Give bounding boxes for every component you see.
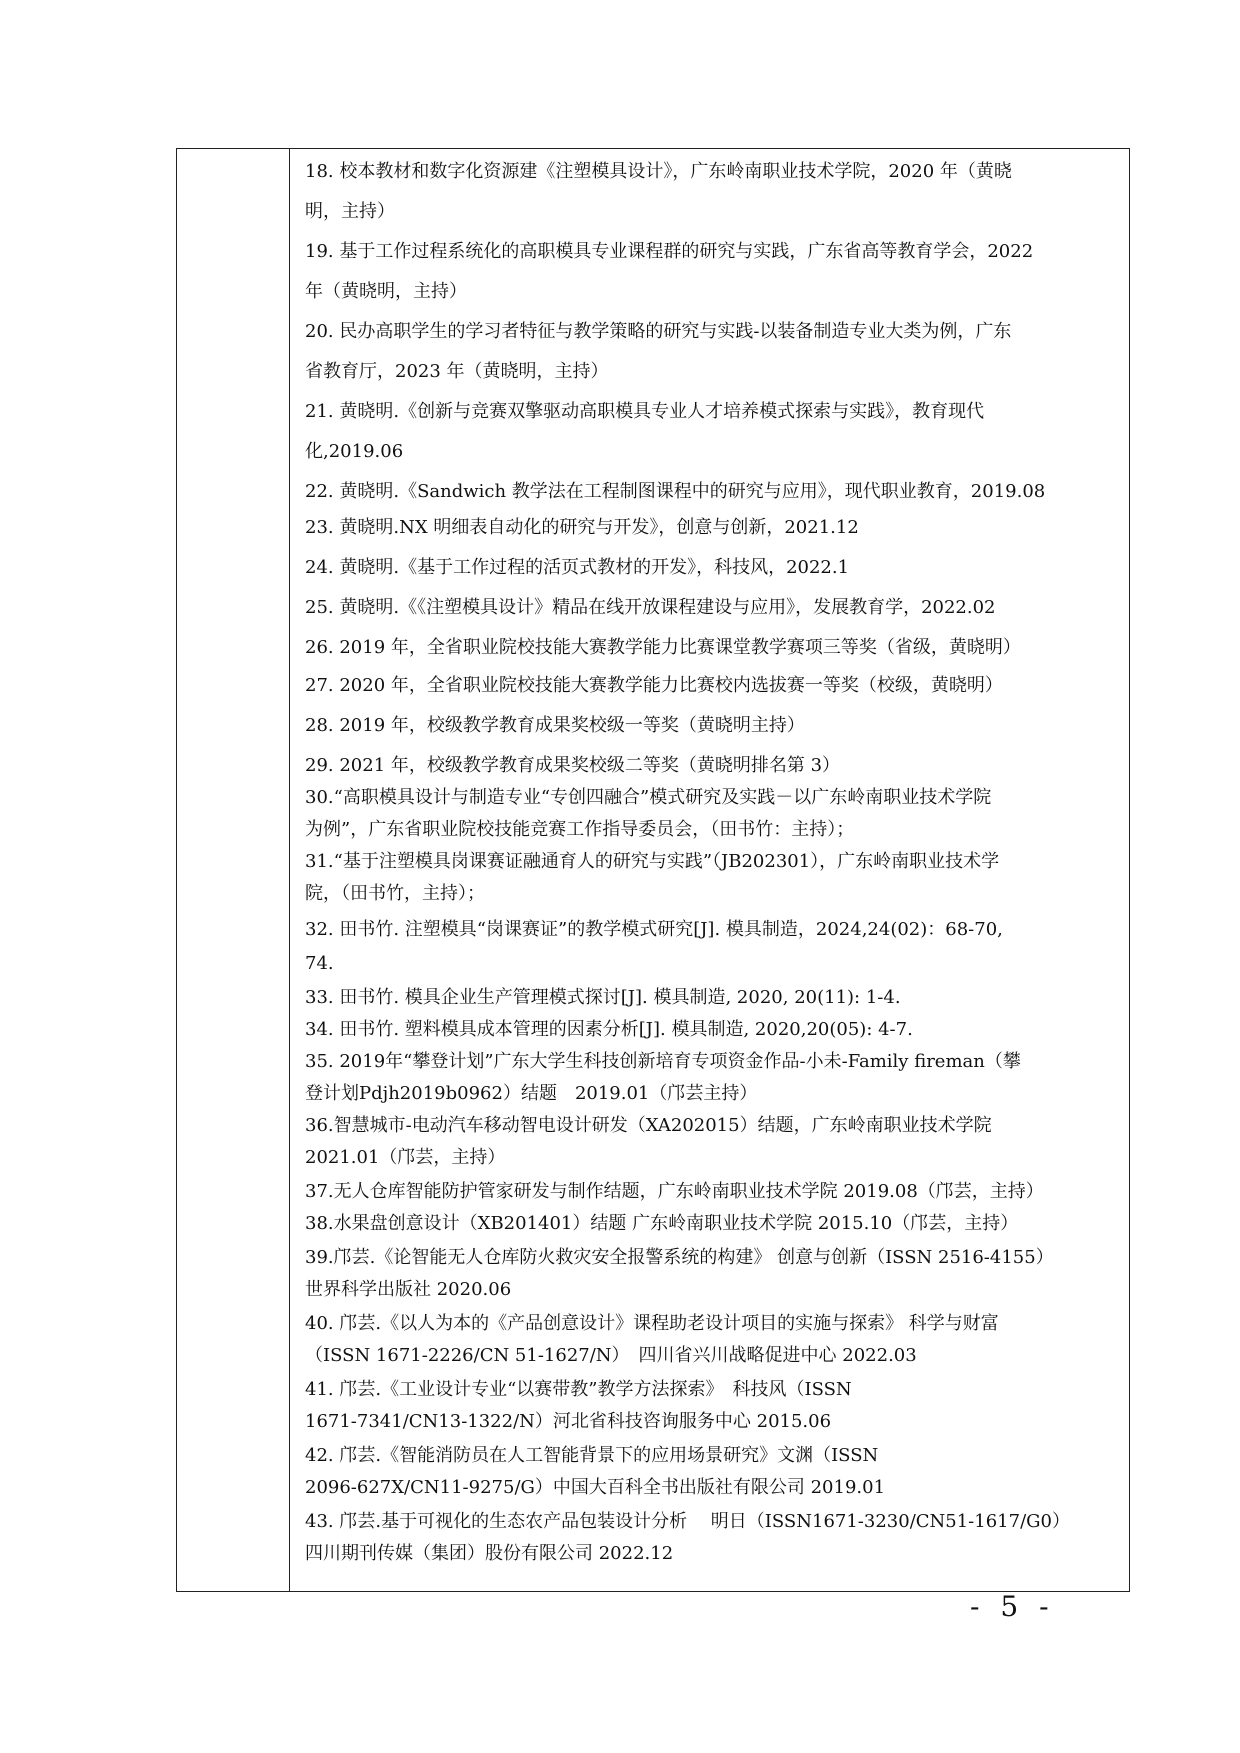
list-line: 26. 2019 年，全省职业院校技能大赛教学能力比赛课堂教学赛项三等奖（省级，黄晓明）: [305, 637, 1021, 658]
list-line: 41. 邝芸.《工业设计专业“以赛带教”教学方法探索》 科技风（ISSN: [305, 1379, 852, 1400]
achievements-list: [305, 149, 1119, 1591]
list-line: 化,2019.06: [305, 441, 404, 462]
list-line: 19. 基于工作过程系统化的高职模具专业课程群的研究与实践，广东省高等教育学会，2022: [305, 241, 1034, 262]
list-line: 世界科学出版社 2020.06: [305, 1279, 512, 1300]
list-line: 24. 黄晓明.《基于工作过程的活页式教材的开发》，科技风，2022.1: [305, 557, 850, 578]
list-line: 21. 黄晓明.《创新与竞赛双擎驱动高职模具专业人才培养模式探索与实践》，教育现代: [305, 401, 985, 422]
list-line: 43. 邝芸.基于可视化的生态农产品包装设计分析 明日（ISSN1671-3230/CN51-1617/G0）: [305, 1511, 1070, 1532]
list-line: 1671-7341/CN13-1322/N）河北省科技咨询服务中心 2015.06: [305, 1411, 832, 1432]
list-line: 30.“高职模具设计与制造专业“专创四融合”模式研究及实践－以广东岭南职业技术学院: [305, 787, 992, 808]
list-line: 40. 邝芸.《以人为本的《产品创意设计》课程助老设计项目的实施与探索》 科学与财富: [305, 1313, 999, 1334]
list-line: 38.水果盘创意设计（XB201401）结题 广东岭南职业技术学院 2015.10（邝芸，主持）: [305, 1213, 1019, 1234]
list-line: 25. 黄晓明.《《注塑模具设计》精品在线开放课程建设与应用》，发展教育学，2022.02: [305, 597, 996, 618]
form-table: [176, 148, 1130, 1592]
list-line: 29. 2021 年，校级教学教育成果奖校级二等奖（黄晓明排名第 3）: [305, 755, 841, 776]
list-line: 33. 田书竹. 模具企业生产管理模式探讨[J]. 模具制造, 2020, 20(11): 1-4.: [305, 987, 901, 1008]
list-line: 37.无人仓库智能防护管家研发与制作结题，广东岭南职业技术学院 2019.08（邝芸，主持）: [305, 1181, 1044, 1202]
list-line: 登计划Pdjh2019b0962）结题 2019.01（邝芸主持）: [305, 1083, 758, 1104]
list-line: 42. 邝芸.《智能消防员在人工智能背景下的应用场景研究》文渊（ISSN: [305, 1445, 879, 1466]
list-line: 35. 2019年“攀登计划”广东大学生科技创新培育专项资金作品-小未-Family fireman（攀: [305, 1051, 1021, 1072]
list-line: 28. 2019 年，校级教学教育成果奖校级一等奖（黄晓明主持）: [305, 715, 805, 736]
list-line: 明，主持）: [305, 201, 395, 222]
list-line: 院，（田书竹，主持）；: [305, 883, 485, 904]
list-line: 23. 黄晓明.NX 明细表自动化的研究与开发》，创意与创新，2021.12: [305, 517, 859, 538]
list-line: 省教育厅，2023 年（黄晓明，主持）: [305, 361, 609, 382]
page-number: - 5 -: [970, 1590, 1055, 1623]
list-line: 18. 校本教材和数字化资源建《注塑模具设计》，广东岭南职业技术学院，2020 年（黄晓: [305, 161, 1012, 182]
list-line: 36.智慧城市-电动汽车移动智电设计研发（XA202015）结题，广东岭南职业技术学院: [305, 1115, 992, 1136]
list-line: 2096-627X/CN11-9275/G）中国大百科全书出版社有限公司 2019.01: [305, 1477, 886, 1498]
list-line: 为例”，广东省职业院校技能竞赛工作指导委员会，（田书竹：主持）；: [305, 819, 855, 840]
list-line: 32. 田书竹. 注塑模具“岗课赛证”的教学模式研究[J]. 模具制造，2024,24(02)：68-70,: [305, 919, 1003, 940]
list-line: （ISSN 1671-2226/CN 51-1627/N） 四川省兴川战略促进中心 2022.03: [305, 1345, 917, 1366]
list-line: 27. 2020 年，全省职业院校技能大赛教学能力比赛校内选拔赛一等奖（校级，黄晓明）: [305, 675, 1003, 696]
list-line: 74.: [305, 953, 334, 974]
list-line: 2021.01（邝芸，主持）: [305, 1147, 506, 1168]
list-line: 四川期刊传媒（集团）股份有限公司 2022.12: [305, 1543, 674, 1564]
list-line: 31.“基于注塑模具岗课赛证融通育人的研究与实践”（JB202301），广东岭南职业技术学: [305, 851, 1000, 872]
left-label-column: [177, 149, 290, 1591]
list-line: 22. 黄晓明.《Sandwich 教学法在工程制图课程中的研究与应用》，现代职业教育，2019.08: [305, 481, 1046, 502]
list-line: 34. 田书竹. 塑料模具成本管理的因素分析[J]. 模具制造, 2020,20(05): 4-7.: [305, 1019, 913, 1040]
list-line: 年（黄晓明，主持）: [305, 281, 467, 302]
list-line: 39.邝芸.《论智能无人仓库防火救灾安全报警系统的构建》 创意与创新（ISSN 2516-4155）: [305, 1247, 1054, 1268]
list-line: 20. 民办高职学生的学习者特征与教学策略的研究与实践-以装备制造专业大类为例，广东: [305, 321, 1012, 342]
